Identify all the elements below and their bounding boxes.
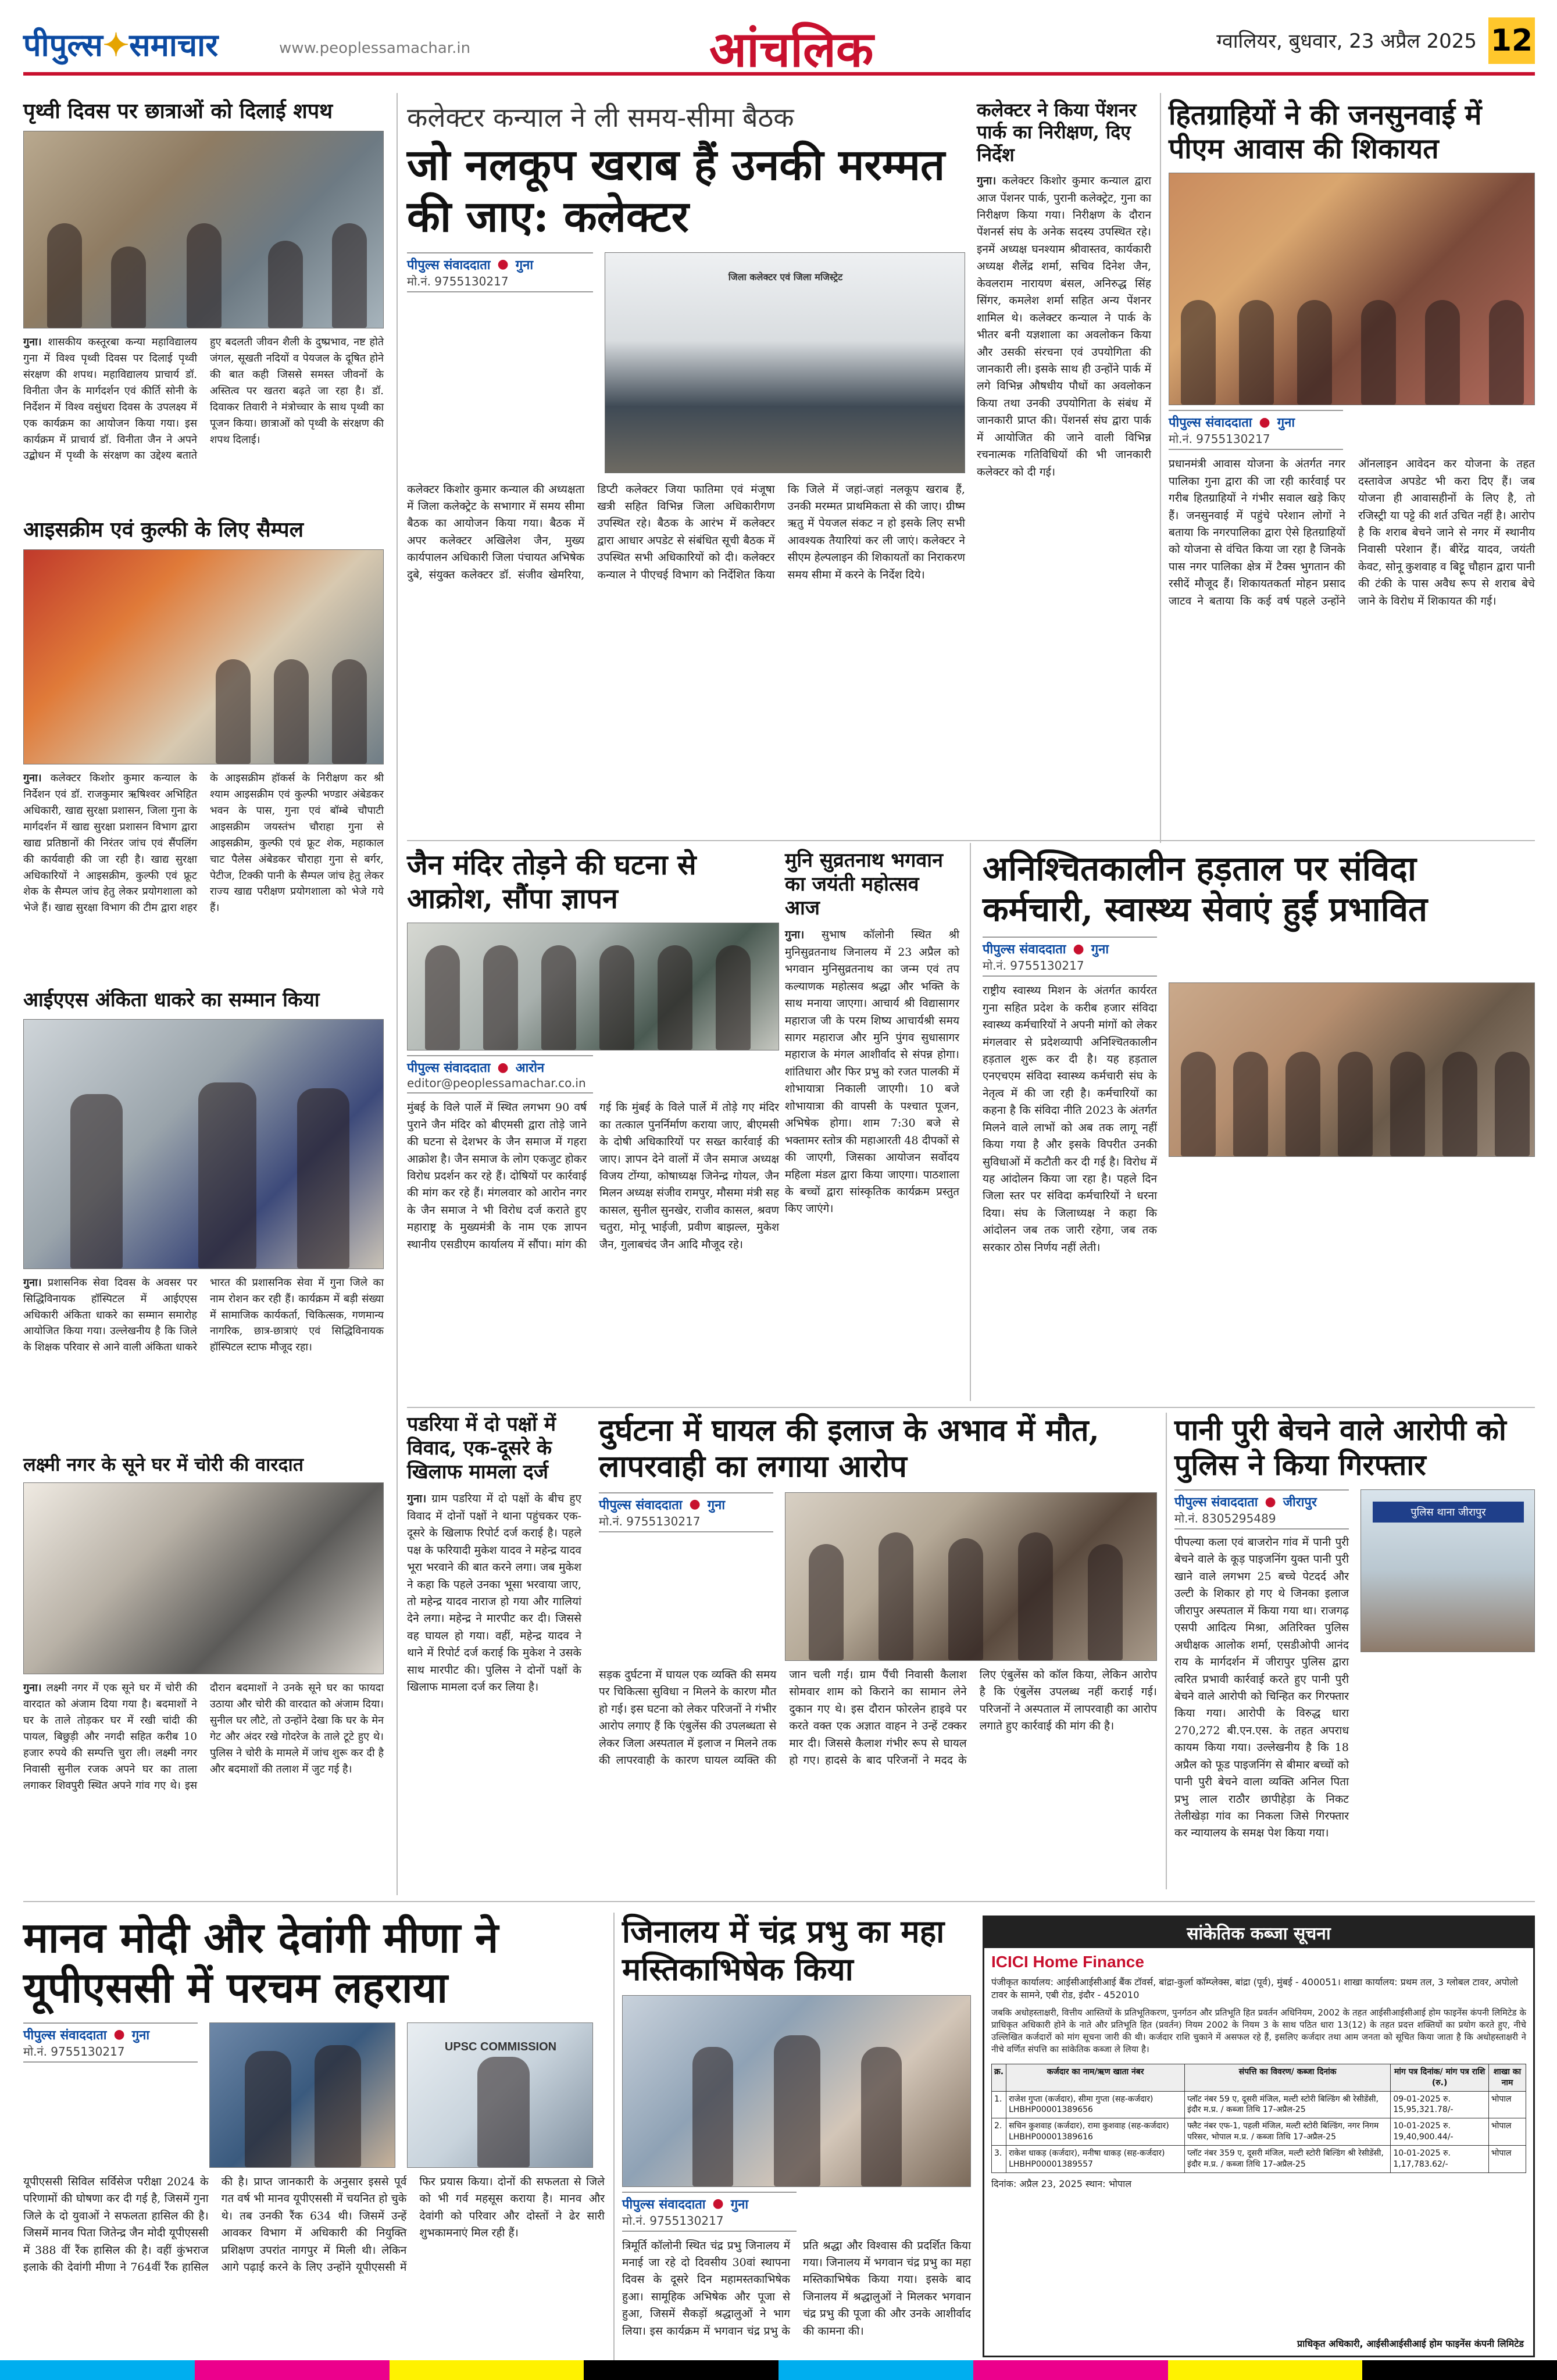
story-padriya [407, 1413, 581, 1889]
byline-bureau: पीपुल्स संवाददाता [407, 258, 491, 273]
table-cell: राजेश गुप्ता (कर्जदार), सीमा गुप्ता (सह-कर्जदार) LHBHP00001389656 [1006, 2091, 1185, 2118]
story-meeting [407, 99, 965, 837]
brand-separator-icon: ✦ [102, 26, 130, 63]
story-headline: पृथ्वी दिवस पर छात्राओं को दिलाई शपथ [23, 99, 333, 123]
story-byline: पीपुल्स संवाददाता ● आरोन [407, 1055, 593, 1076]
story-dateline: गुना। [23, 1276, 42, 1289]
notice-table [991, 2064, 1526, 2173]
table-header-row [992, 2064, 1526, 2091]
registration-strip [0, 2360, 1557, 2380]
story-body: सुभाष कॉलोनी स्थित श्री मुनिसुव्रतनाथ जिनालय में 23 अप्रैल को भगवान मुनिसुव्रतनाथ का जन्म एवं तप कल्याणक महोत्सव श्रद्धा और भक्ति के साथ मनाया जाएगा। आचार्य श्री विद्यासागर महाराज जी के परम शिष्य आचार्यश्री समय सागर महाराज और मुनि पुंगव सुधासागर महाराज के मंगल आशीर्वाद से संपन्न होगा। शांतिधारा और फिर प्रभु को रजत पालकी में शोभायात्रा निकाली जाएगी। 10 बजे शोभायात्रा की वापसी के पश्चात पूजन, अभिषेक होगा। शाम 7:30 बजे से भक्तामर स्तोत्र की महाआरती 48 दीपकों से की जाएगी, जिसका आयोजन सर्वोदय महिला मंडल द्वारा किया जाएगा। पाठशाला के बच्चों द्वारा सांस्कृतिक कार्यक्रम प्रस्तुत किए जाएंगे। [785, 928, 960, 1216]
story-photo [622, 1995, 971, 2187]
story-panipuri [1174, 1413, 1535, 1889]
byline-mobile: मो.नं. 9755130217 [622, 2213, 797, 2232]
byline-mobile: मो.नं. 9755130217 [23, 2043, 198, 2063]
byline-bureau: पीपुल्स संवाददाता [407, 1061, 491, 1076]
police-station-sign: पुलिस थाना जीरापुर [1373, 1502, 1524, 1523]
notice-text: जबकि अधोहस्ताक्षरी, वित्तीय आस्तियों के प्रतिभूतिकरण, पुनर्गठन और प्रतिभूति हित प्रवर्तन अधिनियम, 2002 के तहत आईसीआईसीआई होम फाइनेंस कंपनी लिमिटेड के प्राधिकृत अधिकारी होने के नाते और प्रतिभूति हित (प्रवर्तन) नियम 2002 के नियम 3 के साथ पठित धारा 13(12) के तहत प्रदत्त शक्तियों का प्रयोग करते हुए, नीचे उल्लिखित कर्जदारों को मांग सूचना जारी की थी। कर्जदार राशि चुकाने में असफल रहे हैं, इसलिए कर्जदार तथा आम जनता को सूचित किया जाता है कि अधोहस्ताक्षरी ने नीचे वर्णित संपत्ति का सांकेतिक कब्जा ले लिया है। [991, 2007, 1526, 2054]
masthead [23, 12, 1535, 76]
table-cell: 1. [992, 2091, 1006, 2118]
story-photo [23, 1019, 384, 1269]
byline-city: जीरापुर [1283, 1495, 1317, 1510]
story-dateline: गुना। [977, 174, 997, 188]
table-header-cell: मांग पत्र दिनांक/ मांग पत्र राशि (रु.) [1391, 2064, 1489, 2091]
table-header-cell: शाखा का नाम [1488, 2064, 1526, 2091]
story-headline: मानव मोदी और देवांगी मीणा ने यूपीएससी में परचम लहराया [23, 1913, 499, 2013]
table-row [992, 2118, 1526, 2146]
story-photo [209, 2022, 395, 2168]
table-header-cell: कर्जदार का नाम/ऋण खाता नंबर [1006, 2064, 1185, 2091]
byline-city: गुना [131, 2028, 150, 2043]
story-body: राष्ट्रीय स्वास्थ्य मिशन के अंतर्गत कार्यरत गुना सहित प्रदेश के करीब हजार संविदा स्वास्थ्य कर्मचारियों ने अपनी मांगों को लेकर मंगलवार से प्रदेशव्यापी अनिश्चितकालीन हड़ताल शुरू कर दी है। यह हड़ताल एनएचएम संविदा स्वास्थ्य कर्मचारी संघ के नेतृत्व में की जा रही है। कर्मचारियों का कहना है कि संविदा नीति 2023 के अंतर्गत मिलने वाले लाभों को अब तक लागू नहीं किया गया है और इसके विपरीत उनकी सुविधाओं में कटौती कर दी गई है। विरोध में यह आंदोलन किया जा रहा है। पहले दिन जिला स्तर पर संविदा कर्मचारियों ने धरना दिया। संघ के जिलाध्यक्ष ने कहा कि आंदोलन जब तक जारी रहेगा, जब तक सरकार ठोस निर्णय नहीं लेती। [983, 984, 1157, 1254]
byline-email[interactable]: editor@peoplessamachar.co.in [407, 1076, 593, 1093]
story-strike [983, 849, 1535, 1401]
story-byline: पीपुल्स संवाददाता ● गुना [983, 937, 1157, 957]
story-dateline: गुना। [23, 772, 42, 785]
notice-signature: प्राधिकृत अधिकारी, आईसीआईसीआई होम फाइनेंस कंपनी लिमिटेड [1297, 2338, 1524, 2349]
page-number: 12 [1488, 17, 1535, 64]
story-byline: पीपुल्स संवाददाता ● गुना [599, 1492, 773, 1513]
byline-city: गुना [1277, 416, 1295, 431]
table-row [992, 2146, 1526, 2173]
story-headline: कलेक्टर ने किया पेंशनर पार्क का निरीक्षण, दिए निर्देश [977, 99, 1137, 166]
story-body: प्रधानमंत्री आवास योजना के अंतर्गत नगर पालिका गुना द्वारा की जा रही कार्रवाई पर गरीब हितग्राहियों ने गंभीर सवाल खड़े किए हैं। जनसुनवाई में पहुंचे परेशान लोगों ने बताया कि नगरपालिका द्वारा ऐसे हितग्राहियों को योजना से वंचित किया जा रहा है जिनके पास नगर पालिका क्षेत्र में टैक्स भुगतान की रसीदें मौजूद हैं। शिकायतकर्ता मोहन प्रसाद जाटव ने बताया कि कई वर्ष पहले उन्होंने ऑनलाइन आवेदन कर योजना के तहत दस्तावेज अपडेट भी करा दिए हैं। जब योजना ही आवासहीनों के लिए है, तो रजिस्ट्री या पट्टे की शर्त उचित नहीं है। आरोप है कि शराब बेचने जाने से नगर में स्थानीय निवासी परेशान हैं। बीरेंद्र यादव, जयंती केवट, सोनू कुशवाह व बिट्टू चौहान द्वारा पानी की टंकी के पास अवैध रूप से शराब बेचे जाने के विरोध में शिकायत की गई। [1169, 458, 1535, 607]
story-byline: पीपुल्स संवाददाता ● गुना [23, 2022, 198, 2043]
table-header-cell: संपत्ति का विवरण/ कब्जा दिनांक [1185, 2064, 1391, 2091]
story-headline: हितग्राहियों ने की जनसुनवाई में पीएम आवास की शिकायत [1169, 99, 1482, 165]
byline-mobile: मो.नं. 9755130217 [407, 273, 593, 292]
byline-city: गुना [515, 258, 534, 273]
table-cell: फ्लैट नंबर एफ-1, पहली मंजिल, मल्टी स्टोरी बिल्डिंग, नगर निगम परिसर, भोपाल म.प्र. / कब्जा तिथि 17-अप्रैल-25 [1185, 2118, 1391, 2146]
possession-notice [983, 1916, 1535, 2357]
byline-bureau: पीपुल्स संवाददाता [1169, 416, 1252, 431]
story-byline: पीपुल्स संवाददाता ● गुना [1169, 410, 1343, 431]
story-jain-temple [407, 849, 779, 1401]
byline-mobile: मो.नं. 9755130217 [599, 1513, 773, 1532]
story-headline: जैन मंदिर तोड़ने की घटना से आक्रोश, सौंपा ज्ञापन [407, 849, 697, 915]
story-body: कलेक्टर किशोर कुमार कन्याल की अध्यक्षता में जिला कलेक्ट्रेट के सभागार में समय सीमा बैठक का आयोजन किया गया। बैठक में अपर कलेक्टर अखिलेश जैन, मुख्य कार्यपालन अधिकारी जिला पंचायत अभिषेक दुबे, संयुक्त कलेक्टर डॉ. संजीव खेमरिया, डिप्टी कलेक्टर जिया फातिमा एवं मंजूषा खत्री सहित विभिन्न जिला अधिकारीगण उपस्थित रहे। बैठक के आरंभ में कलेक्टर द्वारा आधार अपडेट से संबंधित सूची बैठक में उपस्थित सभी अधिकारियों को दी। कलेक्टर कन्याल ने पीएचई विभाग को निर्देशित किया कि जिले में जहां-जहां नलकूप खराब हैं, उनकी मरम्मत प्राथमिकता से की जाए। ग्रीष्म ऋतु में पेयजल संकट न हो इसके लिए सभी आवश्यक तैयारियां कर ली जाएं। कलेक्टर ने सीएम हेल्पलाइन की शिकायतों का निराकरण समय सीमा में करने के निर्देश दिये। [407, 483, 965, 581]
byline-city: आरोन [515, 1061, 545, 1076]
notice-title: सांकेतिक कब्जा सूचना [984, 1917, 1533, 1948]
byline-bureau: पीपुल्स संवाददाता [1174, 1495, 1258, 1510]
story-byline: पीपुल्स संवाददाता ● गुना [407, 252, 593, 273]
story-theft [23, 1453, 384, 1889]
brand-part1: पीपुल्स [23, 26, 103, 63]
photo-banner: UPSC COMMISSION [444, 2040, 557, 2053]
byline-city: गुना [1091, 942, 1109, 957]
story-ankita [23, 988, 384, 1436]
story-body: लक्ष्मी नगर में एक सूने घर में चोरी की वारदात को अंजाम दिया गया है। बदमाशों ने घर के ताले तोड़कर घर में रखी चांदी की पायल, बिछुड़ी और नगदी सहित करीब 10 हजार रुपये की सम्पत्ति चुरा ली। लक्ष्मी नगर निवासी सुनील रजक अपने घर का ताला लगाकर शिवपुरी स्थित अपने गांव गए थे। इस दौरान बदमाशों ने उनके सूने घर का फायदा उठाया और चोरी की वारदात को अंजाम दिया। सुनील घर लौटे, तो उन्होंने देखा कि घर के मेन गेट और अंदर रखे गोदरेज के ताले टूटे हुए थे। पुलिस ने चोरी के मामले में जांच शुरू कर दी है और बदमाशों की तलाश में जुट गई है। [23, 1682, 384, 1792]
story-headline: अनिश्चितकालीन हड़ताल पर संविदा कर्मचारी, स्वास्थ्य सेवाएं हुईं प्रभावित [983, 849, 1428, 929]
story-body: शासकीय कस्तूरबा कन्या महाविद्यालय गुना में विश्व पृथ्वी दिवस पर दिलाई पृथ्वी संरक्षण की शपथ। महाविद्यालय प्राचार्य डॉ. विनीता जैन के मार्गदर्शन एवं कीर्ति सोनी के निर्देशन में विश्व वसुंधरा दिवस के उपलक्ष्य में एक कार्यक्रम का आयोजन किया गया। इस कार्यक्रम में प्राचार्य डॉ. विनीता जैन ने अपने उद्बोधन में पृथ्वी के संरक्षण का उद्देश्य बताते हुए बदलती जीवन शैली के दुष्प्रभाव, नष्ट होते जंगल, सूखती नदियों व पेयजल के दूषित होने की बात कही जिससे समस्त जीवनों के अस्तित्व पर खतरा बढ़ते जा रहा है। डॉ. दिवाकर तिवारी ने मंत्रोच्चार के साथ पृथ्वी का पूजन किया। छात्राओं को पृथ्वी के संरक्षण की शपथ दिलाई। [23, 336, 384, 462]
story-body: ग्राम पडरिया में दो पक्षों के बीच हुए विवाद में दोनों पक्षों ने थाना पहुंचकर एक-दूसरे के खिलाफ रिपोर्ट दर्ज कराई है। पहले पक्ष के फरियादी मुकेश यादव ने महेन्द्र यादव भूरा भरवाने की बात करने लगा। जब मुकेश ने कहा कि पहले उनका भूसा भरवाया जाए, तो महेन्द्र यादव नाराज हो गया और गालियां देने लगा। महेन्द्र ने मारपीट कर दी। जिससे वह घायल हो गया। वहीं, महेन्द्र यादव ने थाने में रिपोर्ट दर्ज कराई कि मुकेश ने उसके साथ मारपीट की। पुलिस ने दोनों पक्षों के खिलाफ मामला दर्ज कर लिया है। [407, 1492, 581, 1694]
story-body: पीपल्या कला एवं बाजरोन गांव में पानी पुरी बेचने वाले के कूड़ पाइजनिंग युक्त पानी पुरी खाने वाले लगभग 25 बच्चे पेटदर्द और उल्टी के शिकार हो गए थे जिनका इलाज जीरापुर अस्पताल में किया गया था। राजगढ़ एसपी आदित्य मिश्रा, अतिरिक्त पुलिस अधीक्षक आलोक शर्मा, एसडीओपी आनंद राय के मार्गदर्शन में जीरापुर पुलिस द्वारा त्वरित प्रभावी कार्रवाई करते हुए पानी पुरी बेचने वाले आरोपी को चिन्हित कर गिरफ्तार किया गया। आरोपी के विरुद्ध धारा 270,272 बी.एन.एस. के तहत अपराध कायम किया गया। उल्लेखनीय है कि 18 अप्रैल को फूड पाइजनिंग से बीमार बच्चों को पानी पुरी बेचने वाला व्यक्ति अनिल पिता प्रभु लाल राठौर छापीहेड़ा के निकट तेलीखेड़ा गांव का निकला जिसे गिरफ्तार कर न्यायालय के समक्ष पेश किया गया। [1174, 1536, 1349, 1840]
story-pm-awas [1169, 99, 1535, 837]
story-photo [407, 2022, 593, 2168]
story-dateline: गुना। [785, 928, 805, 942]
story-photo [785, 1492, 1157, 1661]
byline-mobile: मो.नं. 9755130217 [983, 957, 1157, 977]
table-cell: 09-01-2025 रु. 15,95,321.78/- [1391, 2091, 1489, 2118]
story-body: कलेक्टर किशोर कुमार कन्याल के निर्देशन एवं डॉ. राजकुमार ऋषिश्वर अभिहित अधिकारी, खाद्य सुरक्षा प्रशासन, जिला गुना के मार्गदर्शन में खाद्य सुरक्षा प्रशासन विभाग द्वारा खाद्य प्रतिष्ठानों की निरंतर जांच एवं सैंपलिंग की कार्यवाही की जा रही है। खाद्य सुरक्षा अधिकारियों ने आइसक्रीम, कुल्फी एवं फ्रूट शेक के सैम्पल जांच हेतु लेकर प्रयोगशाला को भेजे हैं। खाद्य सुरक्षा विभाग की टीम द्वारा शहर के आइसक्रीम हॉकर्स के निरीक्षण कर श्री श्याम आइसक्रीम एवं कुल्फी भण्डार अंबेडकर भवन के पास, गुना एवं बॉम्बे चौपाटी आइसक्रीम जयस्तंभ चौराहा गुना से आइसक्रीम, कुल्फी एवं फ्रूट शेक, महाकाल चाट पैलेस अंबेडकर चौराहा गुना से बर्गर, पेटीज, टिक्की पानी के सैम्पल जांच हेतु लेकर राज्य खाद्य परीक्षण प्रयोगशाला को भेजे गये हैं। [23, 772, 384, 914]
story-body: कलेक्टर किशोर कुमार कन्याल द्वारा आज पेंशनर पार्क, पुरानी कलेक्ट्रेट, गुना का निरीक्षण किया गया। निरीक्षण के दौरान पेंशनर्स संघ के अनेक सदस्य उपस्थित रहे। इनमें अध्यक्ष घनश्याम श्रीवास्तव, कार्यकारी अध्यक्ष शैलेंद्र शर्मा, सचिव दिनेश जैन, केवलराम नारायण बंसल, अनिरुद्ध सिंह सिंगर, कमलेश शर्मा सहित अन्य पेंशनर शामिल थे। कलेक्टर कन्याल ने पार्क के भीतर बनी यज्ञशाला का अवलोकन किया और उसकी संरचना एवं उपयोगिता की जानकारी ली। इसके साथ ही उन्होंने पार्क में लगे विभिन्न औषधीय पौधों का अवलोकन किया तथा उनकी उपयोगिता के संबंध में जानकारी प्राप्त की। पेंशनर्स संघ द्वारा पार्क में आयोजित की जाने वाली विभिन्न रचनात्मक गतिविधियों की भी जानकारी कलेक्टर को दी गई। [977, 174, 1151, 478]
table-cell: प्लॉट नंबर 59 ए, दूसरी मंजिल, मल्टी स्टोरी बिल्डिंग श्री रेसीडेंसी, इंदौर म.प्र. / कब्जा तिथि 17-अप्रैल-25 [1185, 2091, 1391, 2118]
table-cell: 2. [992, 2118, 1006, 2146]
story-body: मुंबई के विले पार्ले में स्थित लगभग 90 वर्ष पुराने जैन मंदिर को बीएमसी द्वारा तोड़े जाने की घटना से देशभर के जैन समाज में गहरा आक्रोश है। जैन समाज के लोग एकजुट होकर विरोध प्रदर्शन कर रहे हैं। दोषियों पर कार्रवाई की मांग कर रहे हैं। मंगलवार को आरोन नगर के जैन समाज ने भी विरोध दर्ज कराते हुए महाराष्ट्र के मुख्यमंत्री के नाम एक ज्ञापन स्थानीय एसडीएम कार्यालय में सौंपा। मांग की गई कि मुंबई के विले पार्ले में तोड़े गए मंदिर का तत्काल पुनर्निर्माण कराया जाए, बीएमसी के दोषी अधिकारियों पर सख्त कार्रवाई की जाए। ज्ञापन देने वालों में जैन समाज अध्यक्ष विजय टोंग्या, कोषाध्यक्ष जिनेन्द्र गोयल, जैन मिलन अध्यक्ष संजीव रामपुर, मौसमा मंत्री सह कासल, सुनील सुनखेर, राजीव कासल, श्रवण चतुरा, मोनू भाईजी, प्रवीण बाझल्ल, मुकेश जैन, गुलाबचंद जैन आदि मौजूद रहे। [407, 1101, 779, 1251]
table-cell: सचिन कुशवाह (कर्जदार), रामा कुशवाह (सह-कर्जदार) LHBHP00001389616 [1006, 2118, 1185, 2146]
table-cell: 10-01-2025 रु. 1,17,783.62/- [1391, 2146, 1489, 2173]
table-header-cell: क्र. [992, 2064, 1006, 2091]
story-headline: जिनालय में चंद्र प्रभु का महा मस्तिकाभिषेक किया [622, 1913, 945, 1988]
notice-date-place: दिनांक: अप्रैल 23, 2025 स्थान: भोपाल [991, 2178, 1132, 2189]
story-photo [23, 549, 384, 764]
table-row [992, 2091, 1526, 2118]
story-photo [23, 1482, 384, 1674]
byline-bureau: पीपुल्स संवाददाता [622, 2197, 706, 2212]
story-photo [1169, 173, 1535, 405]
brand-part2: समाचार [129, 26, 219, 63]
section-title: आंचलिक [709, 20, 874, 78]
table-cell: भोपाल [1488, 2146, 1526, 2173]
story-muni-jayanti [785, 849, 959, 1401]
story-headline: दुर्घटना में घायल की इलाज के अभाव में मौत, लापरवाही का लगाया आरोप [599, 1413, 1099, 1485]
notice-bank-logo: ICICI Home Finance [991, 1953, 1144, 1971]
byline-bureau: पीपुल्स संवाददाता [23, 2028, 107, 2043]
brand-logo[interactable] [23, 22, 218, 65]
page-dateline: ग्वालियर, बुधवार, 23 अप्रैल 2025 [1216, 30, 1477, 53]
table-cell: 3. [992, 2146, 1006, 2173]
story-headline: आइसक्रीम एवं कुल्फी के लिए सैम्पल [23, 517, 304, 542]
story-headline: पडरिया में दो पक्षों में विवाद, एक-दूसरे के खिलाफ मामला दर्ज [407, 1413, 556, 1484]
byline-city: गुना [707, 1498, 726, 1513]
site-url[interactable]: www.peoplessamachar.in [279, 40, 471, 57]
story-body: यूपीएससी सिविल सर्विसेज परीक्षा 2024 के परिणामों की घोषणा कर दी गई है, जिसमें गुना जिले के दो युवाओं ने सफलता हासिल की है। जिसमें मानव पिता जितेन्द्र जैन मोदी यूपीएससी में 388 वीं रैंक हासिल की है। वहीं कुंभराज इलाके की देवांगी मीणा ने 764वीं रैंक हासिल की है। प्राप्त जानकारी के अनुसार इससे पूर्व गत वर्ष भी मानव यूपीएससी में चयनित हो चुके थे। तब उनकी रैंक 634 थी। जिसमें उन्हें आवकर विभाग में अधिकारी की नियुक्ति प्रशिक्षण उपरांत नागपुर में मिली थी। लेकिन आगे पढ़ाई करने के लिए उन्होंने यूपीएससी में फिर प्रयास किया। दोनों की सफलता से जिले को भी गर्व महसूस कराया है। मानव और देवांगी को परिवार और दोस्तों ने ढेर सारी शुभकामनाएं मिल रही हैं। [23, 2175, 605, 2274]
byline-bureau: पीपुल्स संवाददाता [983, 942, 1066, 957]
story-headline: आईएएस अंकिता धाकरे का सम्मान किया [23, 988, 320, 1012]
table-cell: राकेश धाकड़ (कर्जदार), मनीषा धाकड़ (सह-कर्जदार) LHBHP00001389557 [1006, 2146, 1185, 2173]
story-body: प्रशासनिक सेवा दिवस के अवसर पर सिद्धिविनायक हॉस्पिटल में आईएएस अधिकारी अंकिता धाकरे का सम्मान समारोह आयोजित किया गया। उल्लेखनीय है कि जिले के शिक्षक परिवार से आने वाली अंकिता धाकरे भारत की प्रशासनिक सेवा में गुना जिले का नाम रोशन कर रही हैं। कार्यक्रम में बड़ी संख्या में सामाजिक कार्यकर्ता, चिकित्सक, गणमान्य नागरिक, छात्र-छात्राएं एवं सिद्धिविनायक हॉस्पिटल स्टाफ मौजूद रहा। [23, 1276, 384, 1354]
photo-banner: जिला कलेक्टर एवं जिला मजिस्ट्रेट [728, 271, 843, 283]
story-body: त्रिमूर्ति कॉलोनी स्थित चंद्र प्रभु जिनालय में मनाई जा रहे दो दिवसीय 30वां स्थापना दिवस के दूसरे दिन महामस्तकाभिषेक हुआ। सामूहिक अभिषेक और पूजा से हुआ, जिसमें सैकड़ों श्रद्धालुओं ने भाग लिया। इस कार्यक्रम में भगवान चंद्र प्रभु के प्रति श्रद्धा और विश्वास की प्रदर्शित किया गया। जिनालय में भगवान चंद्र प्रभु का महा मस्तिकाभिषेक किया गया। इसके बाद जिनालय में श्रद्धालुओं ने मिलकर भगवान चंद्र प्रभु की पूजा की और उनके आशीर्वाद की कामना की। [622, 2239, 971, 2338]
story-body: सड़क दुर्घटना में घायल एक व्यक्ति की समय पर चिकित्सा सुविधा न मिलने के कारण मौत हो गई। इस घटना को लेकर परिजनों ने गंभीर आरोप लगाए हैं कि एंबुलेंस की उपलब्धता से लेकर जिला अस्पताल में इलाज न मिलने तक की लापरवाही के कारण घायल व्यक्ति की जान चली गई। ग्राम पैंची निवासी कैलाश सोमवार शाम को किराने का सामान लेने दुकान गए थे। इस दौरान फोरलेन हाइवे पर करते वक्त एक अज्ञात वाहन ने उन्हें टक्कर मार दी। जिससे कैलाश गंभीर रूप से घायल हो गए। हादसे के बाद परिजनों ने मदद के लिए एंबुलेंस को कॉल किया, लेकिन आरोप है कि एंबुलेंस उपलब्ध नहीं कराई गई। परिजनों ने अस्पताल में लापरवाही का आरोप लगाते हुए कार्रवाई की मांग की है। [599, 1668, 1157, 1767]
story-photo [23, 131, 384, 328]
story-photo [605, 252, 965, 473]
table-cell: भोपाल [1488, 2091, 1526, 2118]
table-cell: 10-01-2025 रु. 19,40,900.44/- [1391, 2118, 1489, 2146]
byline-bureau: पीपुल्स संवाददाता [599, 1498, 683, 1513]
story-dateline: गुना। [407, 1492, 427, 1506]
story-photo [1169, 982, 1535, 1157]
byline-mobile: मो.नं. 9755130217 [1169, 431, 1343, 450]
table-cell: प्लॉट नंबर 359 ए, दूसरी मंजिल, मल्टी स्टोरी बिल्डिंग श्री रेसीडेंसी, इंदौर म.प्र. / कब्जा तिथि 17-अप्रैल-25 [1185, 2146, 1391, 2173]
story-pension [977, 99, 1151, 837]
notice-address: पंजीकृत कार्यालय: आईसीआईसीआई बैंक टॉवर्स, बांद्रा-कुर्ला कॉम्प्लेक्स, बांद्रा (पूर्व), मुंबई - 400051। शाखा कार्यालय: प्रथम तल, 3 ग्लोबल टावर, अपोलो टावर के सामने, एबी रोड, इंदौर - 452010 [991, 1977, 1518, 2001]
story-earth-day [23, 99, 384, 462]
story-abhishek [622, 1913, 971, 2360]
story-dateline: गुना। [23, 1682, 42, 1695]
story-headline: लक्ष्मी नगर के सूने घर में चोरी की वारदात [23, 1453, 303, 1475]
story-headline: जो नलकूप खराब हैं उनकी मरम्मत की जाए: कलेक्टर [407, 140, 945, 242]
byline-city: गुना [730, 2197, 749, 2212]
table-cell: भोपाल [1488, 2118, 1526, 2146]
story-kicker: कलेक्टर कन्याल ने ली समय-सीमा बैठक [407, 102, 794, 133]
story-photo [1360, 1489, 1535, 1652]
story-photo [407, 923, 779, 1050]
story-byline: पीपुल्स संवाददाता ● जीरापुर [1174, 1489, 1349, 1510]
story-headline: पानी पुरी बेचने वाले आरोपी को पुलिस ने किया गिरफ्तार [1174, 1413, 1506, 1482]
story-accident [599, 1413, 1157, 1889]
story-ice-cream [23, 517, 384, 971]
story-byline: पीपुल्स संवाददाता ● गुना [622, 2192, 797, 2213]
story-upsc [23, 1913, 605, 2360]
story-dateline: गुना। [23, 336, 42, 349]
story-headline: मुनि सुव्रतनाथ भगवान का जयंती महोत्सव आज [785, 849, 943, 920]
byline-mobile: मो.नं. 8305295489 [1174, 1510, 1349, 1530]
